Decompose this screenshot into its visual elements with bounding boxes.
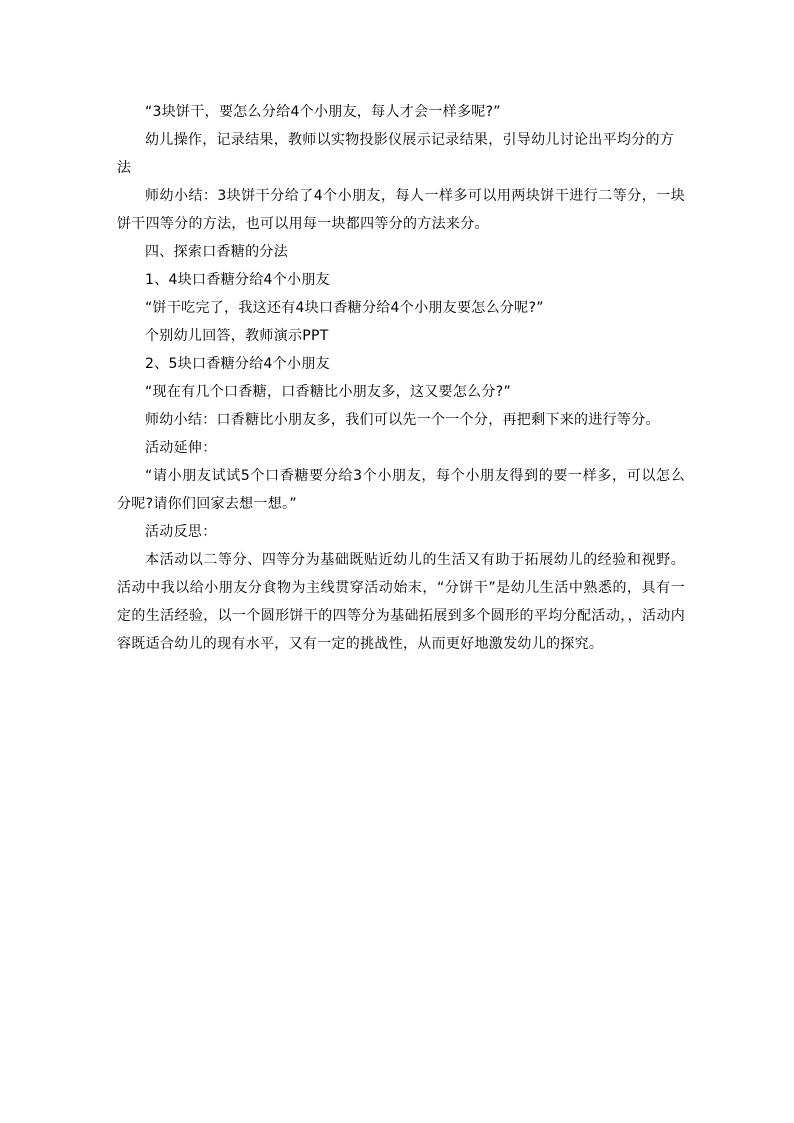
- extension-heading: 活动延伸：: [145, 440, 217, 456]
- summary-paragraph-gum: 师幼小结：口香糖比小朋友多，我们可以先一个一个分，再把剩下来的进行等分。: [145, 412, 660, 428]
- quote-paragraph-gum-5: “现在有几个口香糖，口香糖比小朋友多，这又要怎么分?”: [145, 384, 512, 400]
- reflection-heading: 活动反思：: [145, 524, 217, 540]
- subheading-gum-5: 2、5块口香糖分给4个小朋友: [145, 356, 330, 372]
- quote-paragraph-biscuits: “3块饼干，要怎么分给4个小朋友，每人才会一样多呢?”: [145, 104, 501, 120]
- quote-paragraph-gum-4: “饼干吃完了，我这还有4块口香糖分给4个小朋友要怎么分呢?”: [145, 300, 544, 316]
- section-heading-gum: 四、探索口香糖的分法: [145, 244, 288, 260]
- reflection-paragraph: 本活动以二等分、四等分为基础既贴近幼儿的生活又有助于拓展幼儿的经验和视野。活动中我以给小朋友分食物为主线贯穿活动始末，“分饼干”是幼儿生活中熟悉的，具有一定的生活经验，以一个圆形饼干的四等分为基础拓展到多个圆形的平均分配活动，，活动内容既适合幼儿的现有水平，又有一定的挑战性，从而更好地激发幼儿的探究。: [117, 552, 685, 652]
- answer-paragraph: 个别幼儿回答，教师演示PPT: [145, 328, 329, 344]
- operation-paragraph: 幼儿操作，记录结果，教师以实物投影仪展示记录结果，引导幼儿讨论出平均分的方法: [117, 132, 675, 176]
- subheading-gum-4: 1、4块口香糖分给4个小朋友: [145, 272, 330, 288]
- summary-paragraph-biscuits: 师幼小结：3块饼干分给了4个小朋友，每人一样多可以用两块饼干进行二等分，一块饼干四等分的方法，也可以用每一块都四等分的方法来分。: [117, 188, 685, 232]
- document-body: [117, 98, 685, 658]
- extension-paragraph: “请小朋友试试5个口香糖要分给3个小朋友，每个小朋友得到的要一样多，可以怎么分呢?请你们回家去想一想。”: [117, 468, 685, 512]
